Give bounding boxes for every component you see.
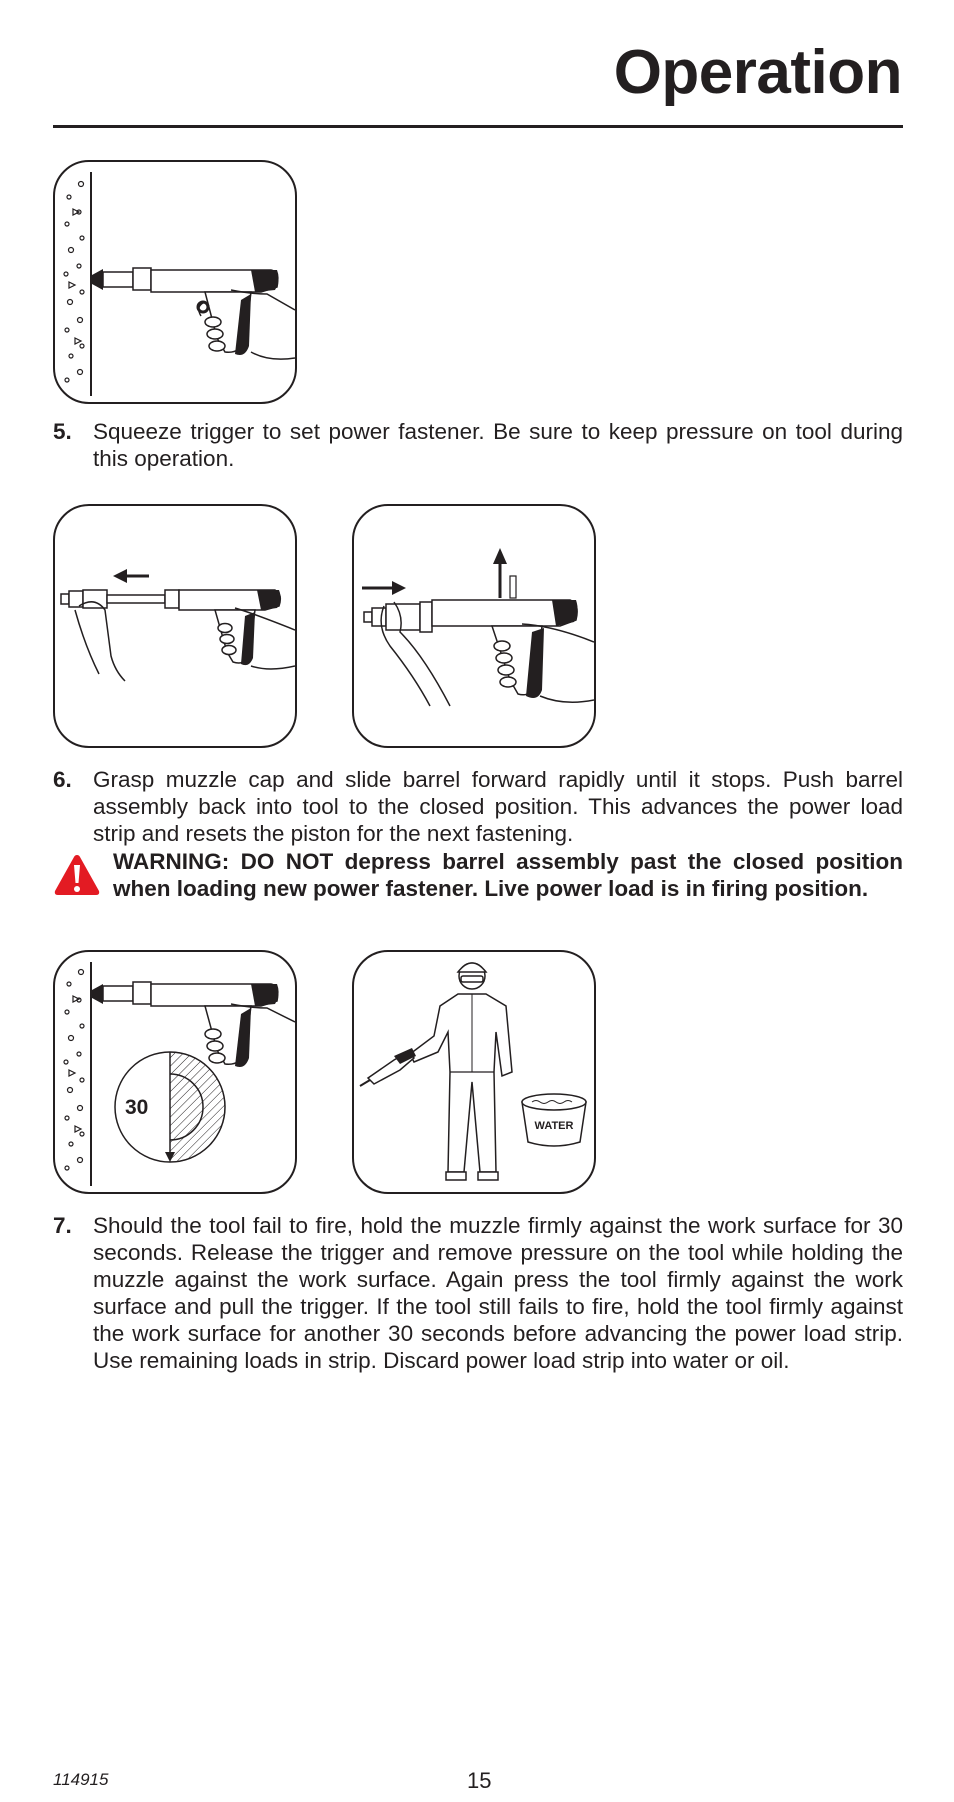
warning-notice [53, 848, 903, 904]
page-number: 15 [467, 1768, 492, 1793]
hold-30-seconds-drawing [55, 952, 297, 1194]
illustration-discard-into-water [352, 950, 596, 1194]
step-7 [53, 1212, 903, 1374]
illustration-slide-barrel-forward [53, 504, 297, 748]
step-text: Squeeze trigger to set power fastener. Be sure to keep pressure on tool during this operation. [93, 419, 903, 471]
document-number: 114915 [53, 1770, 109, 1789]
page-title: Operation [613, 38, 902, 107]
title-rule [53, 125, 903, 128]
step-5 [53, 418, 903, 472]
step-number: 7. [53, 1213, 72, 1238]
slide-barrel-forward-drawing [55, 506, 297, 748]
illustration-hold-30-seconds [53, 950, 297, 1194]
discard-into-water-drawing [354, 952, 596, 1194]
step-number: 6. [53, 767, 72, 792]
step-6 [53, 766, 903, 847]
warning-triangle-icon [53, 853, 101, 897]
timer-label: 30 [125, 1096, 149, 1119]
illustration-push-barrel-back [352, 504, 596, 748]
bucket-label: WATER [534, 1120, 574, 1132]
tool-against-wall-drawing [55, 162, 297, 404]
step-text: Should the tool fail to fire, hold the muzzle firmly against the work surface for 30 seconds. Release the trigger and remove pressure on the tool while holding the muzzle against the work surface. Again press the tool firmly against the work surface and pull the trigger. If the tool still fails to fire, hold the tool firmly against the work surface for another 30 seconds before advancing the power load strip. Use remaining loads in strip. Discard power load strip into water or oil. [93, 1213, 903, 1373]
warning-text: WARNING: DO NOT depress barrel assembly past the closed position when loading new power fastener. Live power load is in firing position. [113, 849, 903, 901]
push-barrel-back-drawing [354, 506, 596, 748]
step-text: Grasp muzzle cap and slide barrel forward rapidly until it stops. Push barrel assembly back into tool to the closed position. This advances the power load strip and resets the piston for the next fastening. [93, 767, 903, 846]
illustration-tool-against-wall [53, 160, 297, 404]
step-number: 5. [53, 419, 72, 444]
